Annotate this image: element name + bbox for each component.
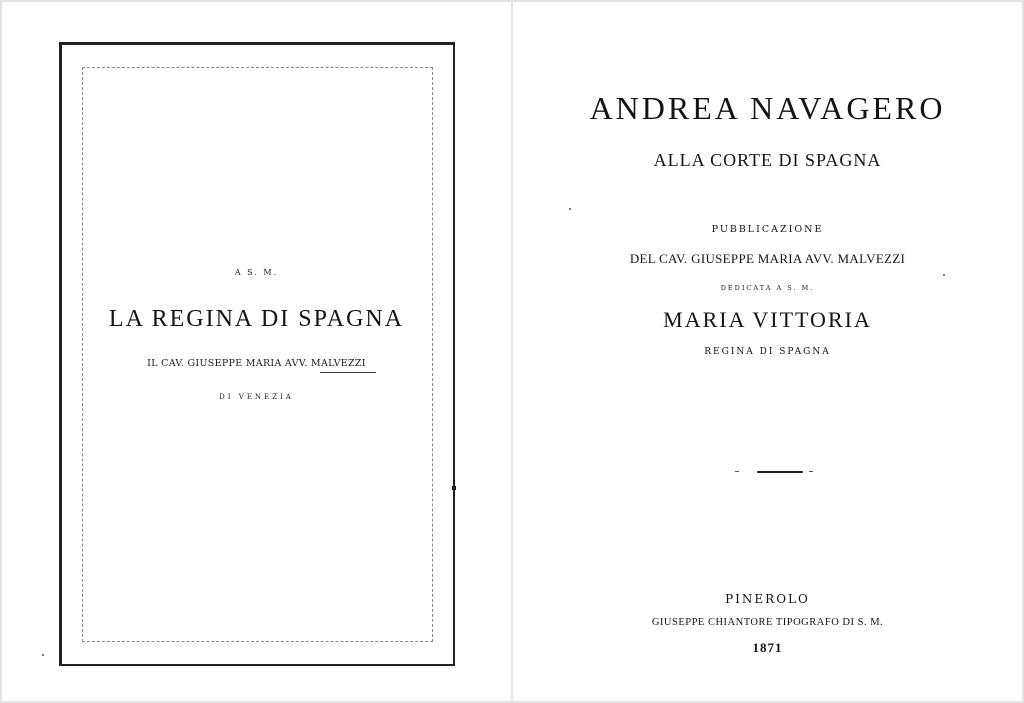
dedicatee-title: REGINA DI SPAGNA xyxy=(704,347,831,357)
ornament-rule xyxy=(757,471,803,473)
dedication-prefix: A S. M. xyxy=(234,268,279,277)
dedication-title: LA REGINA DI SPAGNA xyxy=(108,306,405,332)
book-subtitle: ALLA CORTE DI SPAGNA xyxy=(653,150,882,170)
publication-label: PUBBLICAZIONE xyxy=(711,224,824,235)
dedication-label: DEDICATA A S. M. xyxy=(720,284,815,292)
print-speck xyxy=(943,274,945,276)
print-speck xyxy=(42,654,44,656)
ornament-dot xyxy=(735,471,739,472)
inner-frame-border xyxy=(82,67,433,642)
dedicatee-name: MARIA VITTORIA xyxy=(663,307,872,332)
left-page xyxy=(2,2,511,701)
imprint-place: PINEROLO xyxy=(725,592,810,606)
author-underline xyxy=(320,372,376,373)
dedication-city: DI VENEZIA xyxy=(219,393,294,401)
author-line: DEL CAV. GIUSEPPE MARIA AVV. MALVEZZI xyxy=(629,251,906,266)
book-title: ANDREA NAVAGERO xyxy=(589,90,946,126)
right-page xyxy=(513,2,1022,701)
print-speck xyxy=(569,208,571,210)
outer-frame-border xyxy=(59,42,455,666)
imprint-year: 1871 xyxy=(752,640,783,655)
frame-mark xyxy=(452,486,456,490)
ornament-dot xyxy=(809,471,813,472)
imprint-printer: GIUSEPPE CHIANTORE TIPOGRAFO DI S. M. xyxy=(651,617,884,628)
dedication-author-line: IL CAV. GIUSEPPE MARIA AVV. MALVEZZI xyxy=(147,358,366,369)
